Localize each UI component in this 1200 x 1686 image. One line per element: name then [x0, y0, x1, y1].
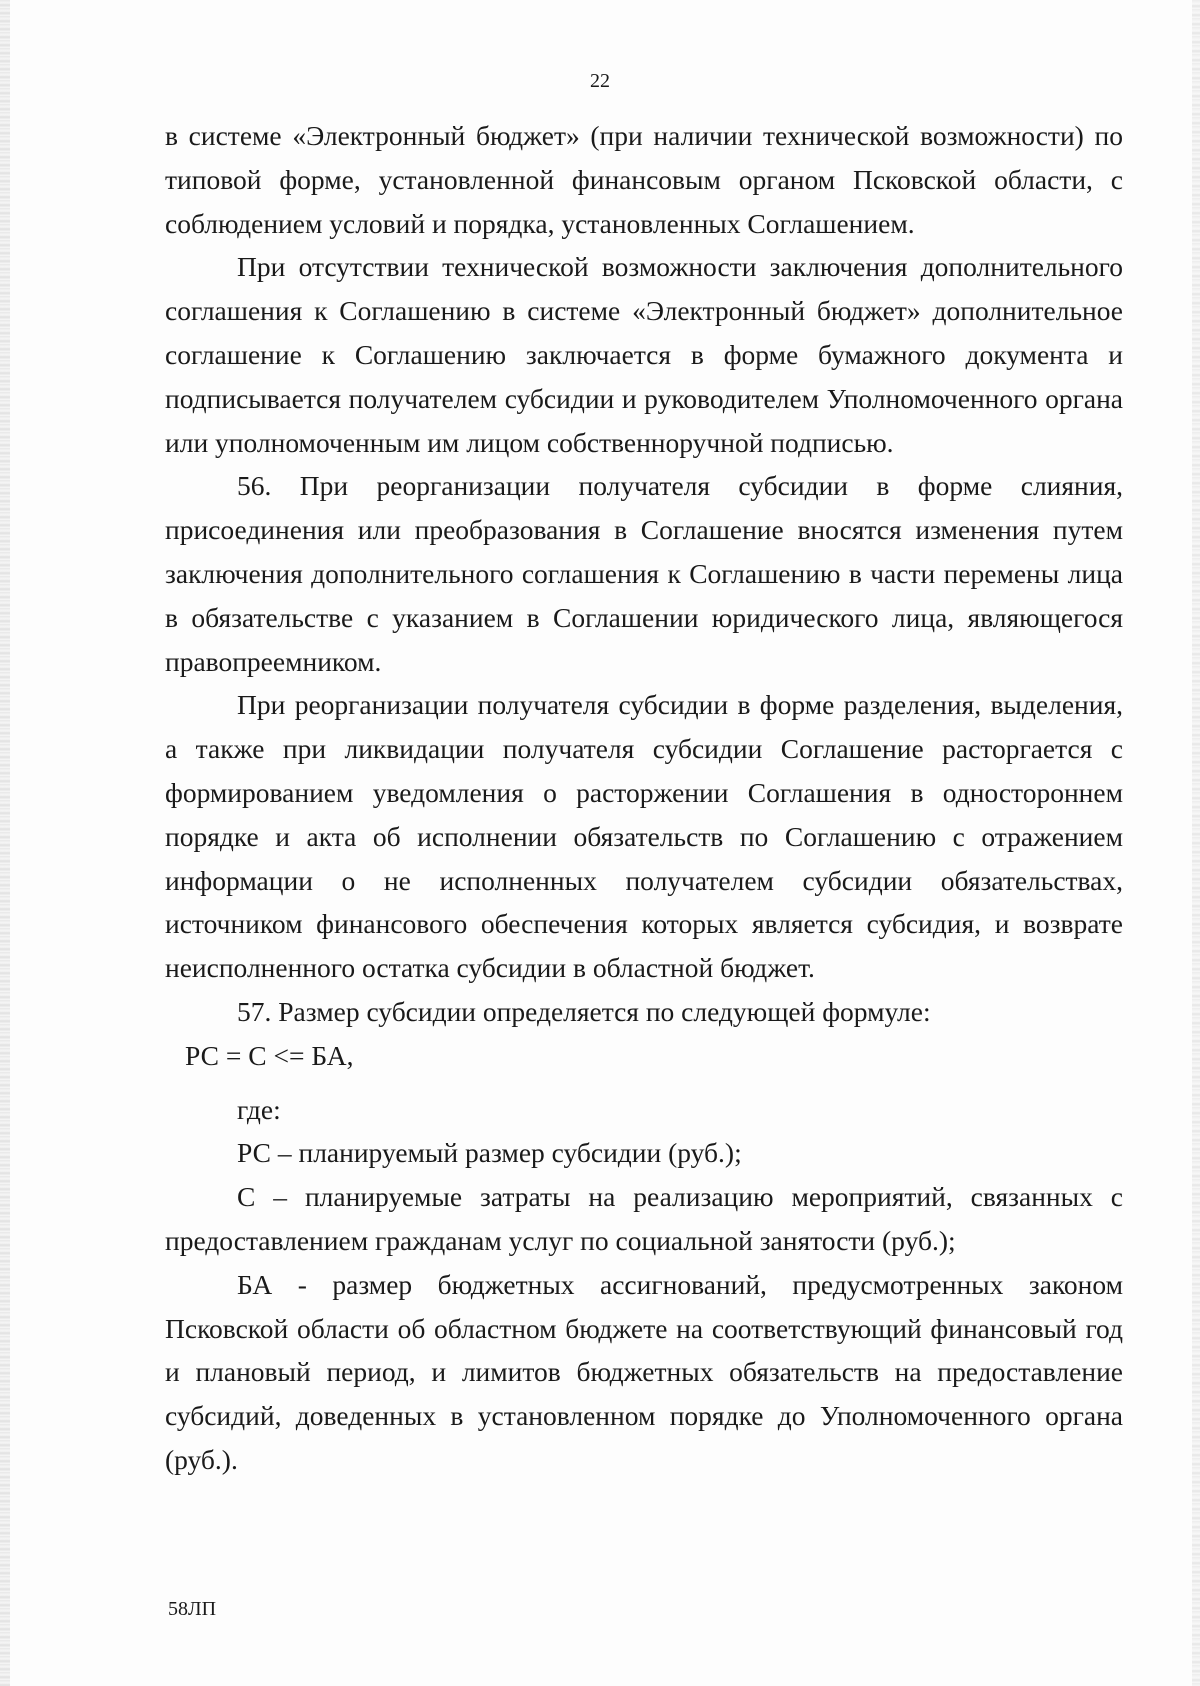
document-footer-code: 58ЛП	[168, 1598, 217, 1620]
paragraph-continuation: в системе «Электронный бюджет» (при наличии технической возможности) по типовой форме, установленной финансовым органом Псковской области, с соблюдением условий и порядка, установленных Соглашением.	[165, 120, 1123, 239]
page-number: 22	[590, 70, 610, 92]
definition-ba: БА - размер бюджетных ассигнований, предусмотренных законом Псковской области об областном бюджете на соответствующий финансовый год и плановый период, и лимитов бюджетных обязательств на предоставление субсидий, доведенных в установленном порядке до Уполномоченного органа (руб.).	[165, 1268, 1123, 1475]
scan-edge-left	[0, 0, 10, 1686]
document-body	[165, 114, 1123, 1482]
formula-where-label: где:	[237, 1093, 281, 1125]
paragraph-no-technical-possibility: При отсутствии технической возможности заключения дополнительного соглашения к Соглашению в системе «Электронный бюджет» дополнительное соглашение к Соглашению заключается в форме бумажного документа и подписывается получателем субсидии и руководителем Уполномоченного органа или уполномоченным им лицом собственноручной подписью.	[165, 251, 1123, 458]
subsidy-formula: РС = С <= БА,	[185, 1039, 354, 1071]
paragraph-57: 57. Размер субсидии определяется по следующей формуле:	[237, 995, 931, 1027]
definition-c: С – планируемые затраты на реализацию мероприятий, связанных с предоставлением гражданам услуг по социальной занятости (руб.);	[165, 1181, 1123, 1256]
paragraph-reorganization-division: При реорганизации получателя субсидии в форме разделения, выделения, а также при ликвидации получателя субсидии Соглашение расторгается с формированием уведомления о расторжении Соглашения в одностороннем порядке и акта об исполнении обязательств по Соглашению с отражением информации о не исполненных получателем субсидии обязательствах, источником финансового обеспечения которых является субсидия, и возврате неисполненного остатка субсидии в областной бюджет.	[165, 689, 1123, 984]
paragraph-56: 56. При реорганизации получателя субсидии в форме слияния, присоединения или преобразования в Соглашение вносятся изменения путем заключения дополнительного соглашения к Соглашению в части перемены лица в обязательстве с указанием в Соглашении юридического лица, являющегося правопреемником.	[165, 470, 1123, 677]
definition-rs: РС – планируемый размер субсидии (руб.);	[237, 1137, 742, 1169]
scan-edge-right	[1192, 0, 1200, 1686]
